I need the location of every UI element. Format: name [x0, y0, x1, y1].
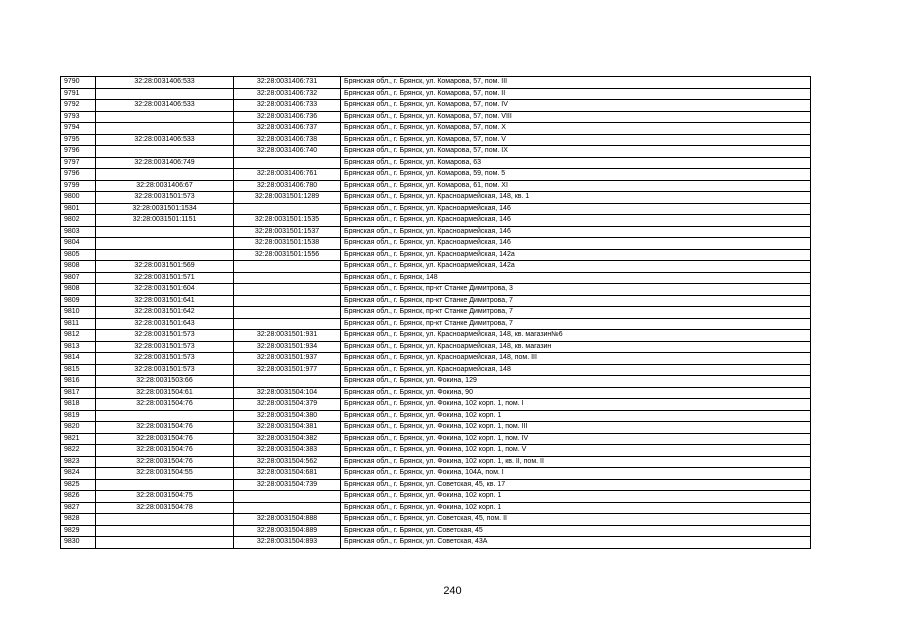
row-number-cell: 9825: [61, 479, 96, 491]
object-cadastral-number-cell: 32:28:0031406:731: [234, 77, 341, 89]
cadastral-number-cell: 32:28:0031504:76: [96, 445, 234, 457]
object-cadastral-number-cell: 32:28:0031504:889: [234, 525, 341, 537]
table-row: [61, 433, 811, 445]
table-row: [61, 537, 811, 549]
cadastral-number-cell: 32:28:0031501:641: [96, 295, 234, 307]
object-cadastral-number-cell: 32:28:0031504:888: [234, 514, 341, 526]
object-cadastral-number-cell: 32:28:0031501:1535: [234, 215, 341, 227]
table-row: [61, 341, 811, 353]
object-cadastral-number-cell: 32:28:0031504:893: [234, 537, 341, 549]
table-row: [61, 364, 811, 376]
table-row: [61, 169, 811, 181]
cadastral-number-cell: 32:28:0031501:573: [96, 330, 234, 342]
object-cadastral-number-cell: 32:28:0031406:738: [234, 134, 341, 146]
table-row: [61, 192, 811, 204]
address-cell: Брянская обл., г. Брянск, ул. Фокина, 102 корп. 1: [341, 502, 811, 514]
table-row: [61, 215, 811, 227]
object-cadastral-number-cell: 32:28:0031501:934: [234, 341, 341, 353]
table-row: [61, 456, 811, 468]
table-row: [61, 468, 811, 480]
table-row: [61, 491, 811, 503]
object-cadastral-number-cell: 32:28:0031406:733: [234, 100, 341, 112]
address-cell: Брянская обл., г. Брянск, ул. Комарова, 57, пом. II: [341, 88, 811, 100]
object-cadastral-number-cell: 32:28:0031406:736: [234, 111, 341, 123]
table-row: [61, 77, 811, 89]
cadastral-number-cell: 32:28:0031501:571: [96, 272, 234, 284]
object-cadastral-number-cell: 32:28:0031501:977: [234, 364, 341, 376]
object-cadastral-number-cell: 32:28:0031501:1556: [234, 249, 341, 261]
cadastral-number-cell: 32:28:0031503:66: [96, 376, 234, 388]
row-number-cell: 9829: [61, 525, 96, 537]
address-cell: Брянская обл., г. Брянск, ул. Фокина, 102 корп. 1: [341, 410, 811, 422]
cadastral-number-cell: 32:28:0031501:642: [96, 307, 234, 319]
row-number-cell: 9830: [61, 537, 96, 549]
row-number-cell: 9821: [61, 433, 96, 445]
cadastral-number-cell: 32:28:0031501:1151: [96, 215, 234, 227]
row-number-cell: 9813: [61, 341, 96, 353]
address-cell: Брянская обл., г. Брянск, ул. Комарова, 59, пом. 5: [341, 169, 811, 181]
object-cadastral-number-cell: 32:28:0031406:737: [234, 123, 341, 135]
row-number-cell: 9827: [61, 502, 96, 514]
table-row: [61, 157, 811, 169]
cadastral-number-cell: 32:28:0031504:55: [96, 468, 234, 480]
table-row: [61, 111, 811, 123]
row-number-cell: 9820: [61, 422, 96, 434]
address-cell: Брянская обл., г. Брянск, ул. Советская, 45: [341, 525, 811, 537]
address-cell: Брянская обл., г. Брянск, ул. Красноармейская, 142а: [341, 261, 811, 273]
row-number-cell: 9814: [61, 353, 96, 365]
object-cadastral-number-cell: [234, 284, 341, 296]
address-cell: Брянская обл., г. Брянск, ул. Красноармейская, 148, пом. III: [341, 353, 811, 365]
cadastral-number-cell: 32:28:0031504:76: [96, 433, 234, 445]
object-cadastral-number-cell: 32:28:0031406:740: [234, 146, 341, 158]
row-number-cell: 9819: [61, 410, 96, 422]
row-number-cell: 9823: [61, 456, 96, 468]
table-row: [61, 249, 811, 261]
table-row: [61, 238, 811, 250]
object-cadastral-number-cell: 32:28:0031501:937: [234, 353, 341, 365]
cadastral-number-cell: 32:28:0031504:78: [96, 502, 234, 514]
cadastral-number-cell: 32:28:0031501:573: [96, 353, 234, 365]
cadastral-number-cell: [96, 123, 234, 135]
address-cell: Брянская обл., г. Брянск, ул. Красноармейская, 146: [341, 203, 811, 215]
row-number-cell: 9805: [61, 249, 96, 261]
row-number-cell: 9810: [61, 307, 96, 319]
object-cadastral-number-cell: 32:28:0031504:562: [234, 456, 341, 468]
row-number-cell: 9794: [61, 123, 96, 135]
cadastral-number-cell: 32:28:0031406:749: [96, 157, 234, 169]
row-number-cell: 9824: [61, 468, 96, 480]
row-number-cell: 9818: [61, 399, 96, 411]
row-number-cell: 9793: [61, 111, 96, 123]
table-row: [61, 410, 811, 422]
address-cell: Брянская обл., г. Брянск, ул. Комарова, 57, пом. VIII: [341, 111, 811, 123]
table-row: [61, 387, 811, 399]
table-row: [61, 502, 811, 514]
object-cadastral-number-cell: 32:28:0031504:380: [234, 410, 341, 422]
address-cell: Брянская обл., г. Брянск, ул. Красноармейская, 146: [341, 215, 811, 227]
table-row: [61, 203, 811, 215]
address-cell: Брянская обл., г. Брянск, пр-кт Станке Димитрова, 7: [341, 307, 811, 319]
address-cell: Брянская обл., г. Брянск, ул. Фокина, 102 корп. 1: [341, 491, 811, 503]
address-cell: Брянская обл., г. Брянск, ул. Комарова, 57, пом. IV: [341, 100, 811, 112]
cadastral-number-cell: 32:28:0031504:75: [96, 491, 234, 503]
address-cell: Брянская обл., г. Брянск, ул. Фокина, 102 корп. 1, кв. II, пом. II: [341, 456, 811, 468]
table-row: [61, 100, 811, 112]
row-number-cell: 9797: [61, 157, 96, 169]
address-cell: Брянская обл., г. Брянск, ул. Советская, 45, пом. II: [341, 514, 811, 526]
cadastral-number-cell: [96, 111, 234, 123]
address-cell: Брянская обл., г. Брянск, ул. Фокина, 90: [341, 387, 811, 399]
row-number-cell: 9803: [61, 226, 96, 238]
row-number-cell: 9808: [61, 261, 96, 273]
row-number-cell: 9800: [61, 192, 96, 204]
object-cadastral-number-cell: 32:28:0031504:382: [234, 433, 341, 445]
address-cell: Брянская обл., г. Брянск, ул. Красноармейская, 142а: [341, 249, 811, 261]
row-number-cell: 9817: [61, 387, 96, 399]
cadastral-number-cell: 32:28:0031501:569: [96, 261, 234, 273]
row-number-cell: 9790: [61, 77, 96, 89]
cadastral-number-cell: [96, 514, 234, 526]
row-number-cell: 9804: [61, 238, 96, 250]
row-number-cell: 9796: [61, 146, 96, 158]
row-number-cell: 9826: [61, 491, 96, 503]
table-row: [61, 318, 811, 330]
table-row: [61, 353, 811, 365]
table-row: [61, 514, 811, 526]
cadastral-number-cell: [96, 146, 234, 158]
table-row: [61, 422, 811, 434]
cadastral-number-cell: 32:28:0031501:1534: [96, 203, 234, 215]
address-cell: Брянская обл., г. Брянск, ул. Фокина, 102 корп. 1, пом. IV: [341, 433, 811, 445]
cadastral-number-cell: [96, 537, 234, 549]
address-cell: Брянская обл., г. Брянск, ул. Комарова, 57, пом. IX: [341, 146, 811, 158]
table-row: [61, 226, 811, 238]
row-number-cell: 9792: [61, 100, 96, 112]
cadastral-number-cell: [96, 525, 234, 537]
address-cell: Брянская обл., г. Брянск, 148: [341, 272, 811, 284]
table-row: [61, 445, 811, 457]
object-cadastral-number-cell: 32:28:0031406:780: [234, 180, 341, 192]
address-cell: Брянская обл., г. Брянск, ул. Красноармейская, 148, кв. 1: [341, 192, 811, 204]
cadastral-number-cell: [96, 249, 234, 261]
table-row: [61, 134, 811, 146]
address-cell: Брянская обл., г. Брянск, ул. Красноармейская, 148, кв. магазин: [341, 341, 811, 353]
object-cadastral-number-cell: [234, 203, 341, 215]
object-cadastral-number-cell: 32:28:0031501:931: [234, 330, 341, 342]
address-cell: Брянская обл., г. Брянск, ул. Красноармейская, 148: [341, 364, 811, 376]
object-cadastral-number-cell: [234, 318, 341, 330]
row-number-cell: 9799: [61, 180, 96, 192]
object-cadastral-number-cell: 32:28:0031504:681: [234, 468, 341, 480]
row-number-cell: 9795: [61, 134, 96, 146]
address-cell: Брянская обл., г. Брянск, ул. Фокина, 129: [341, 376, 811, 388]
cadastral-number-cell: 32:28:0031406:533: [96, 77, 234, 89]
cadastral-number-cell: [96, 88, 234, 100]
row-number-cell: 9808: [61, 284, 96, 296]
cadastral-number-cell: 32:28:0031501:573: [96, 364, 234, 376]
address-cell: Брянская обл., г. Брянск, пр-кт Станке Димитрова, 3: [341, 284, 811, 296]
registry-table: [60, 76, 811, 549]
object-cadastral-number-cell: [234, 502, 341, 514]
object-cadastral-number-cell: [234, 295, 341, 307]
address-cell: Брянская обл., г. Брянск, ул. Красноармейская, 146: [341, 226, 811, 238]
object-cadastral-number-cell: 32:28:0031504:104: [234, 387, 341, 399]
address-cell: Брянская обл., г. Брянск, ул. Комарова, 57, пом. V: [341, 134, 811, 146]
object-cadastral-number-cell: [234, 376, 341, 388]
table-row: [61, 376, 811, 388]
row-number-cell: 9828: [61, 514, 96, 526]
cadastral-number-cell: 32:28:0031406:67: [96, 180, 234, 192]
row-number-cell: 9807: [61, 272, 96, 284]
object-cadastral-number-cell: 32:28:0031501:1289: [234, 192, 341, 204]
table-row: [61, 88, 811, 100]
address-cell: Брянская обл., г. Брянск, ул. Фокина, 102 корп. 1, пом. III: [341, 422, 811, 434]
address-cell: Брянская обл., г. Брянск, ул. Комарова, 57, пом. X: [341, 123, 811, 135]
row-number-cell: 9809: [61, 295, 96, 307]
cadastral-number-cell: 32:28:0031501:573: [96, 192, 234, 204]
cadastral-number-cell: 32:28:0031501:643: [96, 318, 234, 330]
cadastral-number-cell: 32:28:0031504:76: [96, 399, 234, 411]
table-row: [61, 272, 811, 284]
table-row: [61, 146, 811, 158]
cadastral-number-cell: 32:28:0031501:604: [96, 284, 234, 296]
table-row: [61, 284, 811, 296]
address-cell: Брянская обл., г. Брянск, ул. Фокина, 104А, пом. I: [341, 468, 811, 480]
row-number-cell: 9801: [61, 203, 96, 215]
table-row: [61, 123, 811, 135]
address-cell: Брянская обл., г. Брянск, ул. Красноармейская, 148, кв. магазин№6: [341, 330, 811, 342]
cadastral-number-cell: [96, 238, 234, 250]
object-cadastral-number-cell: [234, 307, 341, 319]
row-number-cell: 9815: [61, 364, 96, 376]
address-cell: Брянская обл., г. Брянск, пр-кт Станке Димитрова, 7: [341, 295, 811, 307]
address-cell: Брянская обл., г. Брянск, ул. Комарова, 63: [341, 157, 811, 169]
object-cadastral-number-cell: 32:28:0031504:383: [234, 445, 341, 457]
object-cadastral-number-cell: 32:28:0031504:381: [234, 422, 341, 434]
object-cadastral-number-cell: 32:28:0031501:1537: [234, 226, 341, 238]
object-cadastral-number-cell: 32:28:0031406:761: [234, 169, 341, 181]
object-cadastral-number-cell: 32:28:0031501:1538: [234, 238, 341, 250]
object-cadastral-number-cell: [234, 157, 341, 169]
address-cell: Брянская обл., г. Брянск, ул. Советская, 45, кв. 17: [341, 479, 811, 491]
table-row: [61, 399, 811, 411]
cadastral-number-cell: 32:28:0031406:533: [96, 134, 234, 146]
row-number-cell: 9811: [61, 318, 96, 330]
address-cell: Брянская обл., г. Брянск, ул. Советская, 43А: [341, 537, 811, 549]
object-cadastral-number-cell: 32:28:0031504:379: [234, 399, 341, 411]
address-cell: Брянская обл., г. Брянск, ул. Фокина, 102 корп. 1, пом. V: [341, 445, 811, 457]
registry-table-body: [61, 77, 811, 549]
cadastral-number-cell: 32:28:0031501:573: [96, 341, 234, 353]
cadastral-number-cell: [96, 169, 234, 181]
object-cadastral-number-cell: [234, 261, 341, 273]
row-number-cell: 9822: [61, 445, 96, 457]
row-number-cell: 9816: [61, 376, 96, 388]
cadastral-number-cell: 32:28:0031406:533: [96, 100, 234, 112]
page-number: 240: [443, 585, 462, 597]
table-row: [61, 330, 811, 342]
address-cell: Брянская обл., г. Брянск, ул. Фокина, 102 корп. 1, пом. I: [341, 399, 811, 411]
object-cadastral-number-cell: 32:28:0031504:739: [234, 479, 341, 491]
table-row: [61, 525, 811, 537]
address-cell: Брянская обл., г. Брянск, пр-кт Станке Димитрова, 7: [341, 318, 811, 330]
row-number-cell: 9812: [61, 330, 96, 342]
row-number-cell: 9791: [61, 88, 96, 100]
object-cadastral-number-cell: 32:28:0031406:732: [234, 88, 341, 100]
cadastral-number-cell: [96, 410, 234, 422]
row-number-cell: 9796: [61, 169, 96, 181]
address-cell: Брянская обл., г. Брянск, ул. Красноармейская, 146: [341, 238, 811, 250]
table-row: [61, 261, 811, 273]
row-number-cell: 9802: [61, 215, 96, 227]
table-row: [61, 307, 811, 319]
address-cell: Брянская обл., г. Брянск, ул. Комарова, 61, пом. XI: [341, 180, 811, 192]
cadastral-number-cell: [96, 226, 234, 238]
cadastral-number-cell: 32:28:0031504:76: [96, 422, 234, 434]
address-cell: Брянская обл., г. Брянск, ул. Комарова, 57, пом. III: [341, 77, 811, 89]
table-row: [61, 295, 811, 307]
object-cadastral-number-cell: [234, 272, 341, 284]
cadastral-number-cell: 32:28:0031504:76: [96, 456, 234, 468]
object-cadastral-number-cell: [234, 491, 341, 503]
cadastral-number-cell: 32:28:0031504:61: [96, 387, 234, 399]
table-row: [61, 180, 811, 192]
table-row: [61, 479, 811, 491]
cadastral-number-cell: [96, 479, 234, 491]
